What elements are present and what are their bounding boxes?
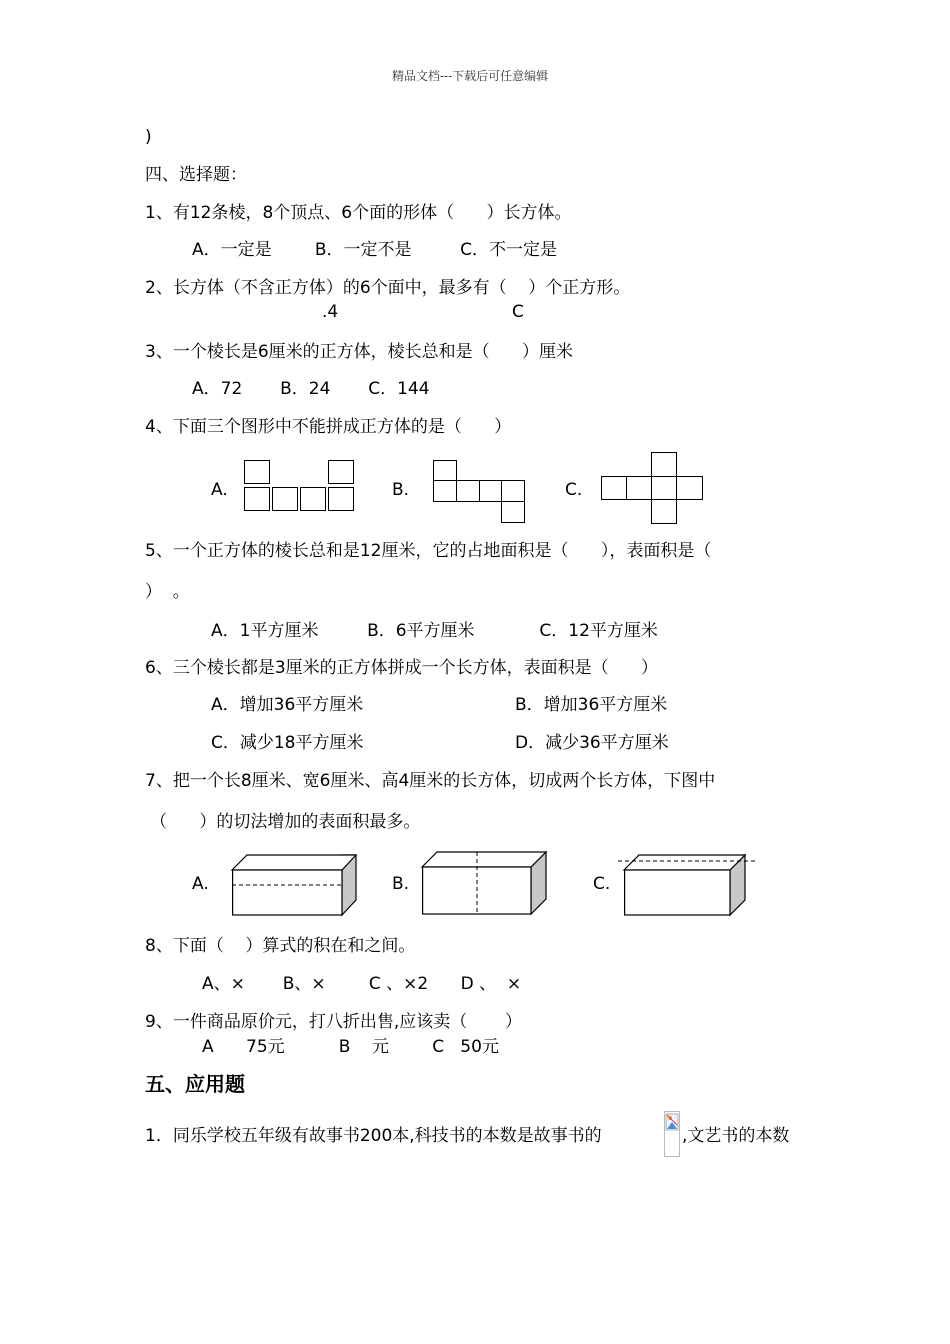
application-1: 1．同乐学校五年级有故事书200本,科技书的本数是故事书的 — [145, 1126, 602, 1146]
question-1-options: A．一定是 B．一定不是 C．不一定是 — [192, 240, 558, 260]
box-c-label: C. — [593, 874, 611, 894]
question-6-option-b: B．增加36平方厘米 — [515, 695, 668, 715]
question-6-option-d: D．减少36平方厘米 — [515, 733, 669, 753]
section-title: 四、选择题： — [145, 165, 247, 185]
text-line: ) — [145, 127, 152, 147]
question-5: 5、一个正方体的棱长总和是12厘米，它的占地面积是（ ），表面积是（ — [145, 541, 712, 561]
box-a-label: A. — [192, 874, 209, 894]
cube-net-c — [601, 452, 703, 524]
question-2-option-a: .4 — [322, 302, 339, 322]
net-b-label: B. — [392, 480, 410, 500]
box-b-label: B. — [392, 874, 410, 894]
cuboid-a — [232, 855, 358, 917]
section-title: 五、应用题 — [145, 1072, 245, 1096]
question-7-cont: （ ）的切法增加的表面积最多。 — [150, 812, 421, 832]
question-6: 6、三个棱长都是3厘米的正方体拼成一个长方体，表面积是（ ） — [145, 658, 659, 678]
question-1: 1、有12条棱，8个顶点、6个面的形体（ ）长方体。 — [145, 203, 572, 223]
question-2: 2、长方体（不含正方体）的6个面中，最多有（ ）个正方形。 — [145, 278, 631, 298]
broken-image-icon — [664, 1111, 680, 1157]
question-9: 9、一件商品原价元，打八折出售,应该卖（ ） — [145, 1012, 523, 1032]
question-6-option-c: C．减少18平方厘米 — [211, 733, 364, 753]
question-4: 4、下面三个图形中不能拼成正方体的是（ ） — [145, 417, 512, 437]
question-7: 7、把一个长8厘米、宽6厘米、高4厘米的长方体，切成两个长方体，下图中 — [145, 771, 716, 791]
net-a-label: A. — [211, 480, 228, 500]
question-2-option-c: C — [512, 302, 524, 322]
net-c-label: C. — [565, 480, 583, 500]
question-3-options: A．72 B．24 C．144 — [192, 379, 430, 399]
question-3: 3、一个棱长是6厘米的正方体，棱长总和是（ ）厘米 — [145, 342, 574, 362]
question-5-cont: ） 。 — [145, 582, 190, 602]
cuboid-b — [422, 852, 548, 916]
cuboid-c — [618, 855, 758, 917]
question-8-options: A、× B、× C 、×2 D 、 × — [202, 974, 522, 994]
question-5-options: A．1平方厘米 B．6平方厘米 C．12平方厘米 — [211, 621, 658, 641]
page-header: 精品文档---下载后可任意编辑 — [392, 69, 549, 83]
question-6-option-a: A．增加36平方厘米 — [211, 695, 364, 715]
question-8: 8、下面（ ）算式的积在和之间。 — [145, 936, 416, 956]
cube-net-b — [433, 460, 525, 524]
application-1-cont: ,文艺书的本数 — [682, 1126, 790, 1146]
question-9-options: A 75元 B 元 C 50元 — [202, 1037, 499, 1057]
cube-net-a — [244, 460, 356, 514]
